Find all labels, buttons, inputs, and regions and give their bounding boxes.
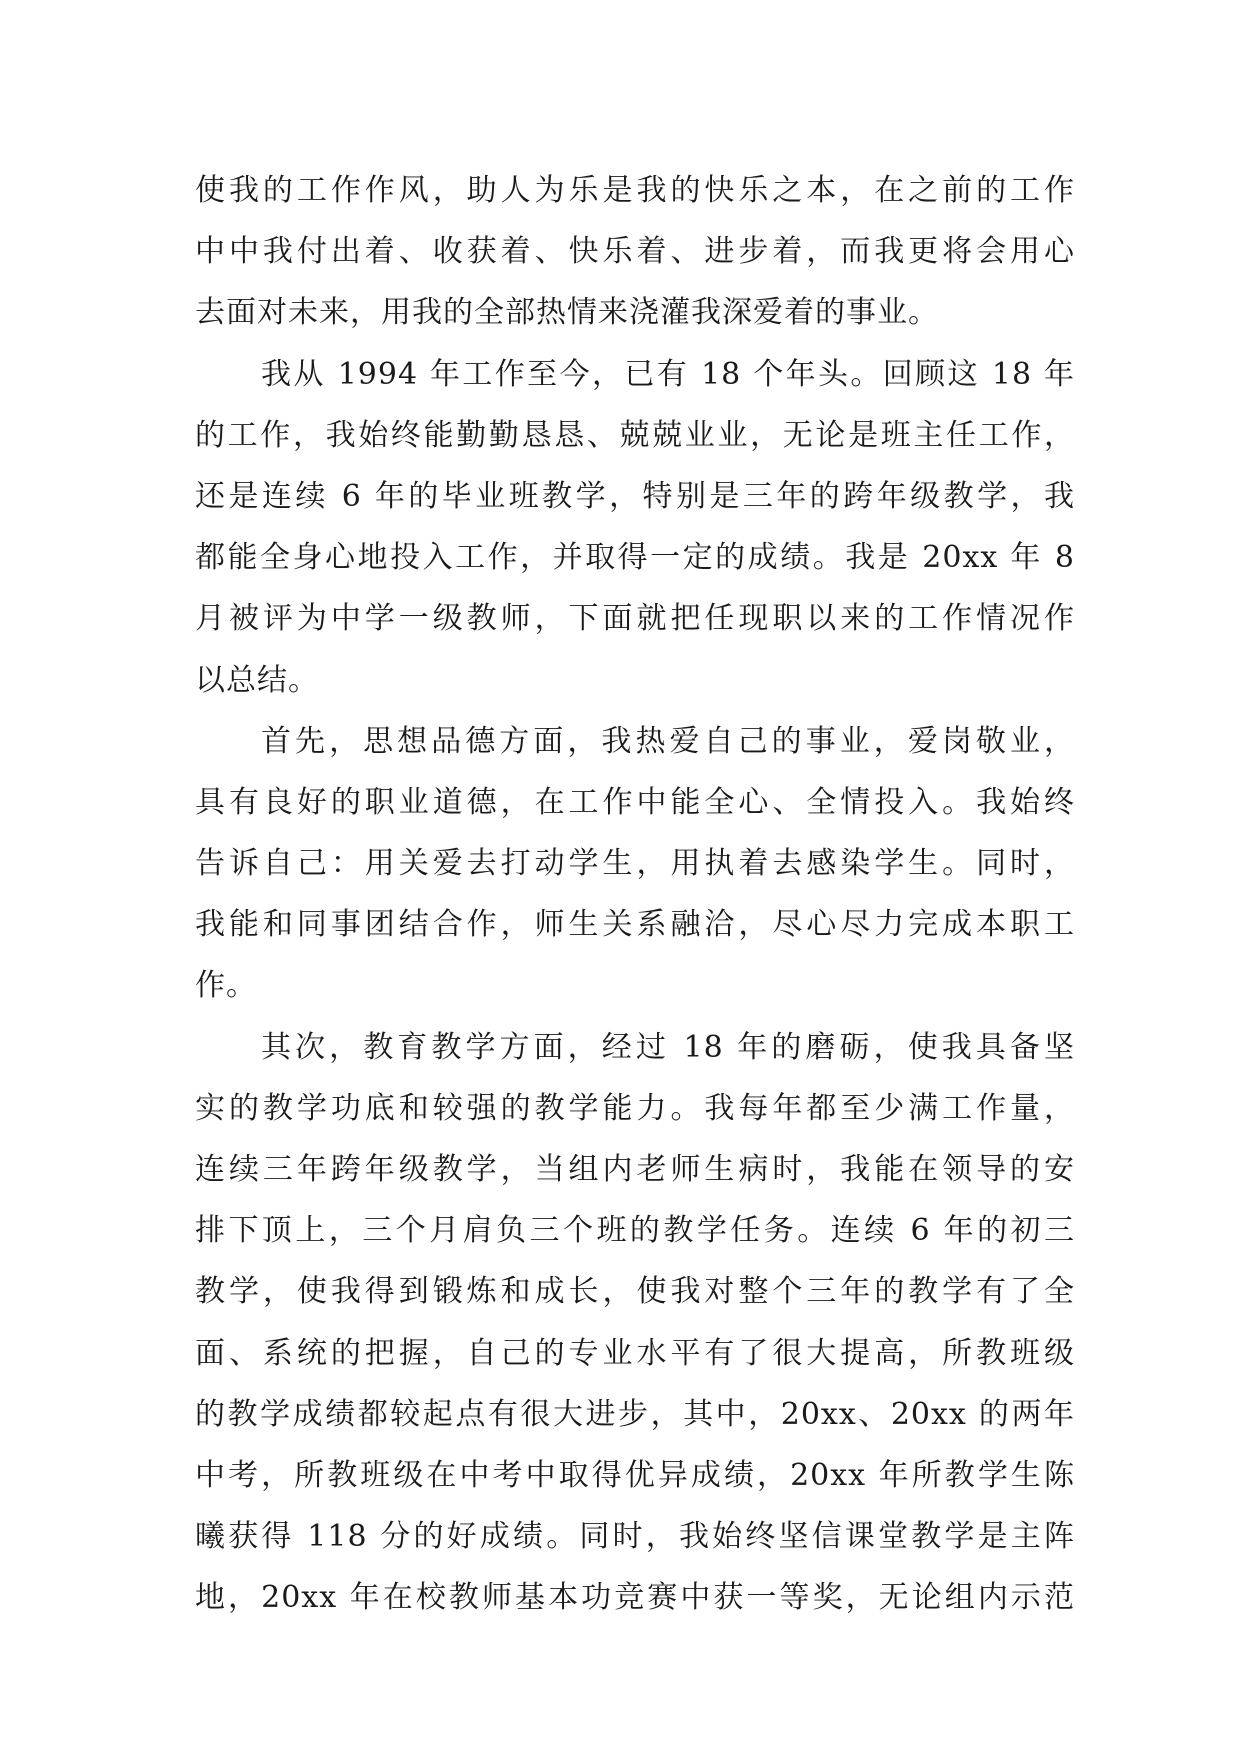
paragraph-line: 实的教学功底和较强的教学能力。我每年都至少满工作量，: [195, 1090, 1075, 1126]
paragraph-line: 面、系统的把握，自己的专业水平有了很大提高，所教班级: [195, 1335, 1075, 1371]
document-body: [195, 160, 1075, 1629]
paragraph-line: 以总结。: [195, 662, 319, 698]
paragraph-line: 使我的工作作风，助人为乐是我的快乐之本，在之前的工作: [195, 173, 1075, 208]
paragraph-line: 我能和同事团结合作，师生关系融洽，尽心尽力完成本职工: [195, 907, 1075, 943]
paragraph-line: 我从 1994 年工作至今，已有 18 个年头。回顾这 18 年: [261, 356, 1075, 392]
paragraph-line: 还是连续 6 年的毕业班教学，特别是三年的跨年级教学，我: [195, 478, 1075, 514]
paragraph-line: 去面对未来，用我的全部热情来浇灌我深爱着的事业。: [195, 295, 939, 331]
paragraph-line: 都能全身心地投入工作，并取得一定的成绩。我是 20xx 年 8: [195, 540, 1075, 576]
paragraph-line: 具有良好的职业道德，在工作中能全心、全情投入。我始终: [195, 784, 1075, 820]
paragraph-line: 地，20xx 年在校教师基本功竞赛中获一等奖，无论组内示范: [195, 1580, 1075, 1616]
paragraph-line: 连续三年跨年级教学，当组内老师生病时，我能在领导的安: [195, 1152, 1075, 1187]
paragraph-line: 告诉自己：用关爱去打动学生，用执着去感染学生。同时，: [195, 846, 1075, 882]
paragraph-line: 的工作，我始终能勤勤恳恳、兢兢业业，无论是班主任工作，: [195, 417, 1075, 453]
paragraph-line: 中中我付出着、收获着、快乐着、进步着，而我更将会用心: [195, 234, 1075, 270]
paragraph-line: 中考，所教班级在中考中取得优异成绩，20xx 年所教学生陈: [195, 1457, 1075, 1493]
paragraph-line: 首先，思想品德方面，我热爱自己的事业，爱岗敬业，: [261, 723, 1075, 759]
paragraph-line: 作。: [195, 968, 257, 1004]
paragraph-line: 月被评为中学一级教师，下面就把任现职以来的工作情况作: [195, 601, 1075, 637]
paragraph-line: 其次，教育教学方面，经过 18 年的磨砺，使我具备坚: [261, 1029, 1075, 1065]
paragraph-line: 教学，使我得到锻炼和成长，使我对整个三年的教学有了全: [195, 1274, 1075, 1310]
paragraph-line: 排下顶上，三个月肩负三个班的教学任务。连续 6 年的初三: [195, 1213, 1075, 1249]
paragraph-line: 曦获得 118 分的好成绩。同时，我始终坚信课堂教学是主阵: [195, 1519, 1075, 1555]
paragraph-line: 的教学成绩都较起点有很大进步，其中，20xx、20xx 的两年: [195, 1396, 1075, 1432]
